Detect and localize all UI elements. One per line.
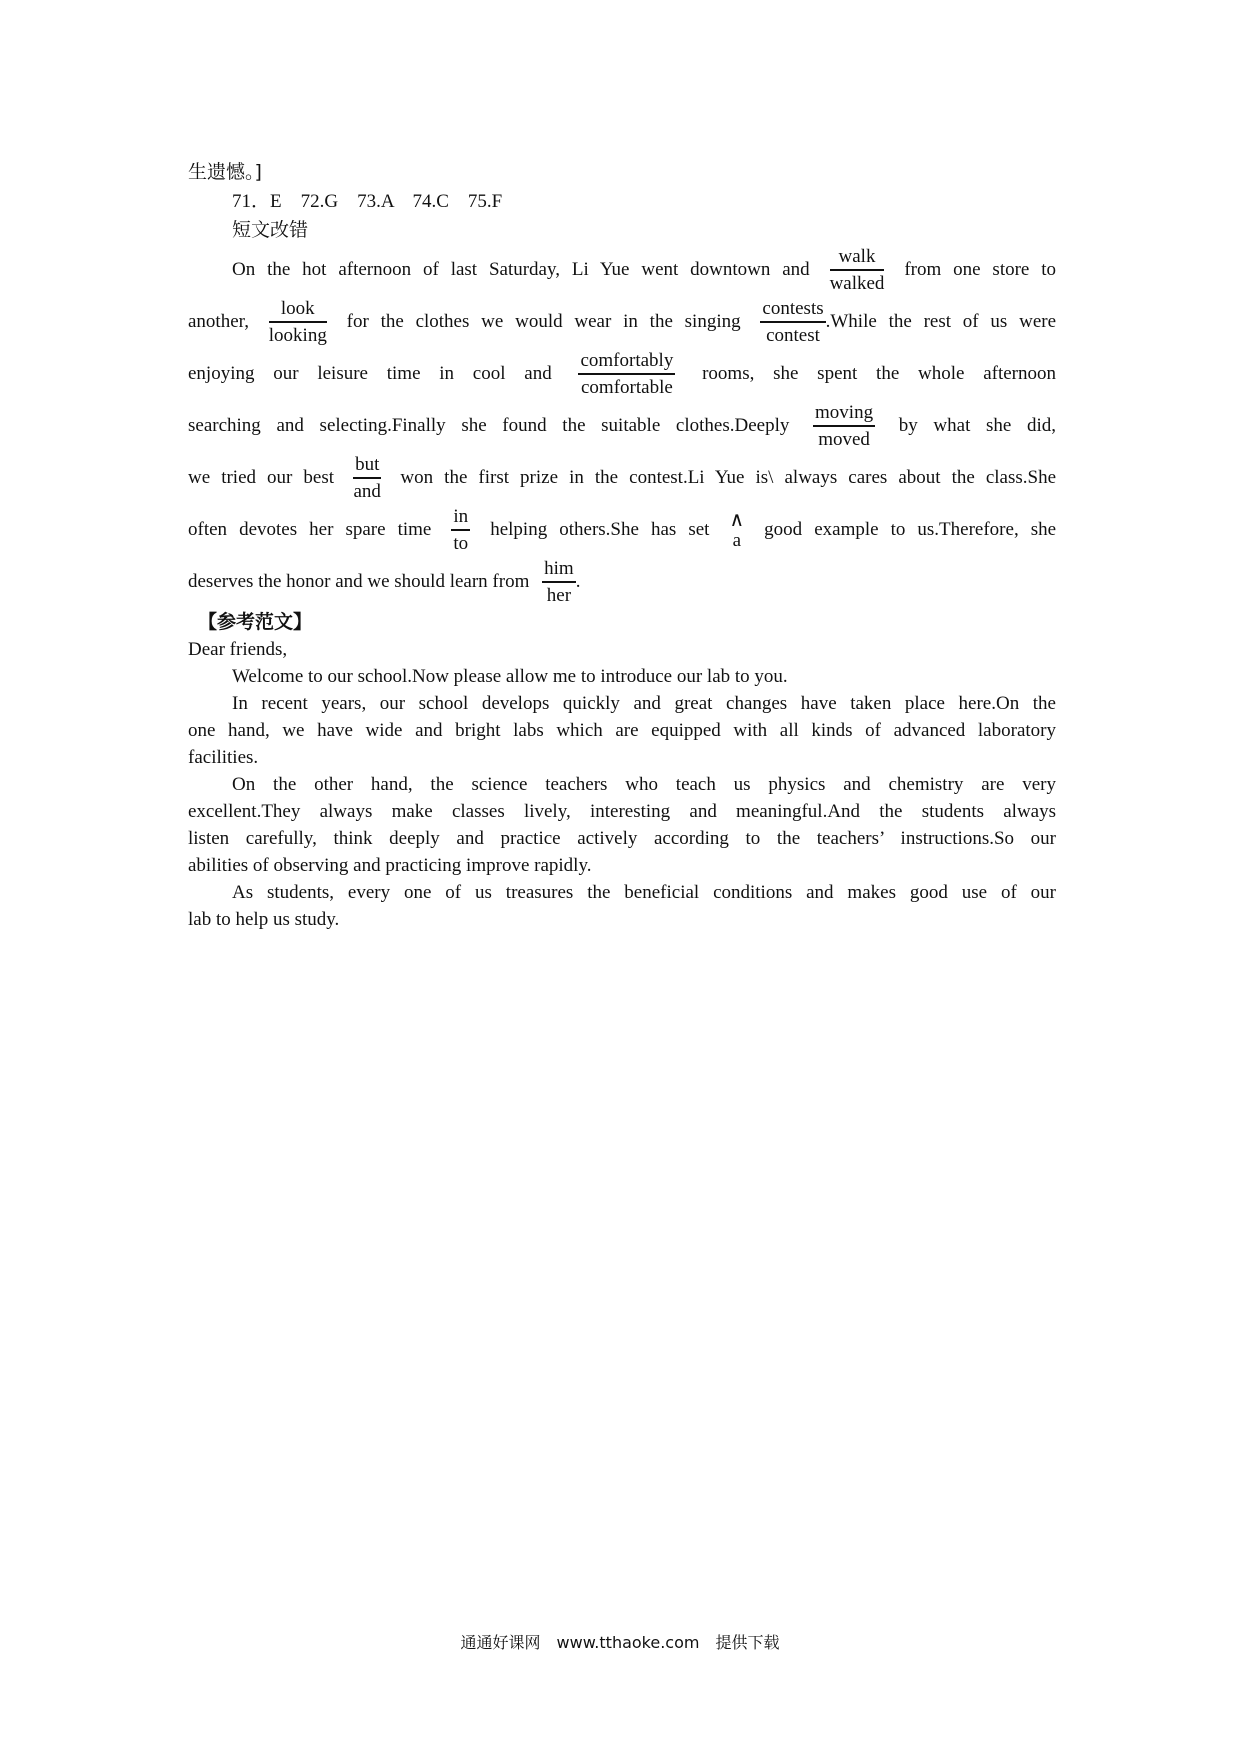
essay-p2-line-1: In recent years, our school develops quickly and great changes have taken place here.On the: [232, 693, 1056, 714]
correction-in-to: $\frac{in}{to}$: [453, 506, 469, 554]
previous-answer-continuation: 生遗憾。]: [188, 161, 262, 183]
correction-him-her: $\frac{\text{him}}{\text{her}}$: [544, 558, 574, 606]
section-title-error-correction: 短文改错: [232, 219, 309, 241]
correction-line-2: another, $\frac{\text{look}}{\text{looking}}$ for the clothes we would wear in the singing $\frac{\text{contests}}{\text{contest}}$ .While the rest of us were: [188, 298, 1057, 346]
correction-but-and: $\frac{\text{but}}{\text{and}}$: [353, 454, 381, 502]
essay-p2-line-2: one hand, we have wide and bright labs which are equipped with all kinds of advanced laboratory: [188, 720, 1056, 741]
answer-key-71-75: 71．E 72.G 73.A 74.C 75.F: [232, 191, 503, 212]
essay-p3-line-3: listen carefully, think deeply and practice actively according to the teachers’ instructions.So our: [188, 828, 1056, 849]
correction-line-6: often devotes her spare time $\frac{in}{to}$ helping others.She has set ∧ a good example to us.Therefore, she: [188, 506, 1057, 554]
essay-greeting: Dear friends,: [188, 639, 288, 660]
correction-line-4: searching and selecting.Finally she found the suitable clothes.Deeply $\frac{\text{moving}}{\text{moved}}$ by what she did,: [188, 402, 1057, 450]
correction-insert-a: ∧ a: [729, 508, 745, 551]
insertion-caret-icon: ∧: [729, 508, 745, 531]
essay-p4-line-2: lab to help us study.: [188, 909, 340, 930]
correction-line-5: we tried our best $\frac{\text{but}}{\text{and}}$ won the first prize in the contest.Li Yue is\ always cares about the class.She: [188, 454, 1057, 502]
correction-line-3: enjoying our leisure time in cool and $\frac{\text{comfortably}}{\text{comfortable}}$ rooms, she spent the whole afternoon: [188, 350, 1057, 398]
essay-p2-line-3: facilities.: [188, 747, 259, 768]
correction-walk-walked: $\frac{\text{walk}}{\text{walked}}$: [829, 246, 885, 294]
essay-p3-line-2: excellent.They always make classes lively, interesting and meaningful.And the students always: [188, 801, 1056, 822]
essay-paragraph-1: Welcome to our school.Now please allow me to introduce our lab to you.: [232, 666, 788, 687]
correction-line-1: On the hot afternoon of last Saturday, Li Yue went downtown and $\frac{\text{walk}}{\text{walked}}$ from one store to: [232, 246, 1057, 294]
essay-p3-line-1: On the other hand, the science teachers who teach us physics and chemistry are very: [232, 774, 1056, 795]
model-essay-heading: 【参考范文】: [198, 611, 313, 633]
essay-p4-line-1: As students, every one of us treasures the beneficial conditions and makes good use of our: [232, 882, 1056, 903]
correction-line-7: deserves the honor and we should learn from $\frac{\text{him}}{\text{her}}$ .: [188, 558, 581, 606]
page-footer: 通通好课网 www.tthaoke.com 提供下载: [460, 1633, 780, 1652]
correction-moving-moved: $\frac{\text{moving}}{\text{moved}}$: [815, 402, 874, 450]
essay-p3-line-4: abilities of observing and practicing improve rapidly.: [188, 855, 592, 876]
correction-contests-contest: $\frac{\text{contests}}{\text{contest}}$: [762, 298, 824, 346]
correction-comfortably-comfortable: $\frac{\text{comfortably}}{\text{comfortable}}$: [580, 350, 674, 398]
correction-look-looking: $\frac{\text{look}}{\text{looking}}$: [268, 298, 327, 346]
